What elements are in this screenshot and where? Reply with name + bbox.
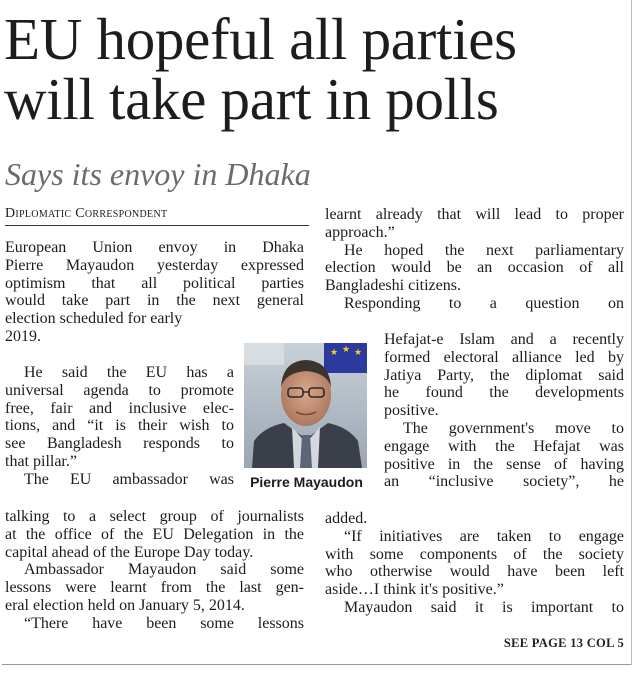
- text-line: would take part in the next general: [5, 292, 304, 310]
- text-line: Ambassador Mayaudon said some: [24, 561, 304, 579]
- bottom-divider: [2, 664, 632, 665]
- headline-line-1: EU hopeful all parties: [4, 6, 517, 72]
- text-line: Pierre Mayaudon yesterday expressed: [5, 256, 304, 274]
- subheadline: Says its envoy in Dhaka: [5, 156, 311, 192]
- text-line: see Bangladesh responds to: [5, 435, 234, 453]
- text-line: learnt already that will lead to proper: [325, 206, 624, 223]
- continuation-link[interactable]: SEE PAGE 13 COL 5: [503, 636, 624, 650]
- text-line: optimism that all political parties: [5, 274, 304, 292]
- portrait-image: [244, 343, 367, 468]
- svg-text:★: ★: [330, 348, 339, 358]
- text-line: The EU ambassador was: [24, 470, 234, 488]
- text-line: “There have been some lessons: [24, 614, 304, 632]
- text-line: election would be an occasion of all: [325, 259, 624, 277]
- text-line: He hoped the next parliamentary: [344, 241, 624, 259]
- text-line: Jatiya Party, the diplomat said: [384, 366, 624, 384]
- text-line: added.: [325, 510, 368, 527]
- text-line: with some components of the society: [325, 545, 624, 563]
- text-line: talking to a select group of journalists: [5, 508, 304, 525]
- byline: Diplomatic Correspondent: [5, 206, 309, 226]
- headline-line-2: will take part in polls: [4, 66, 499, 132]
- col1-bottom-text: [5, 508, 304, 633]
- text-line: capital ahead of the Europe Day today.: [5, 543, 254, 561]
- text-line: that pillar.”: [5, 452, 77, 470]
- envoy-photo: [244, 343, 367, 468]
- col2-wrap-text: [384, 331, 624, 491]
- text-line: formed electoral alliance led by: [384, 348, 624, 366]
- col1-top-text: [5, 239, 304, 346]
- text-line: universal agenda to promote: [5, 381, 234, 399]
- col2-bottom-text: [325, 510, 624, 617]
- text-line: who otherwise would have been left: [325, 563, 624, 581]
- right-divider: [631, 0, 632, 665]
- text-line: engage with the Hefajat was: [384, 437, 624, 455]
- col2-top-text: [325, 206, 624, 313]
- text-line: Mayaudon said it is important to: [344, 598, 624, 616]
- text-line: positive.: [384, 402, 439, 420]
- text-line: The government's move to: [403, 419, 624, 437]
- text-line: tions, and “it is their wish to: [5, 417, 234, 435]
- svg-text:★: ★: [342, 345, 351, 355]
- text-line: Hefajat-e Islam and a recently: [384, 331, 624, 348]
- text-line: aside…I think it's positive.”: [325, 581, 504, 599]
- text-line: 2019.: [5, 327, 41, 345]
- text-line: at the office of the EU Delegation in the: [5, 525, 304, 543]
- text-line: “If initiatives are taken to engage: [344, 527, 624, 545]
- text-line: election scheduled for early: [5, 310, 183, 328]
- text-line: he found the developments: [384, 384, 624, 402]
- svg-text:★: ★: [354, 348, 363, 358]
- headline: [4, 8, 630, 130]
- text-line: free, fair and inclusive elec-: [5, 399, 234, 417]
- photo-caption: Pierre Mayaudon: [250, 474, 363, 490]
- text-line: positive in the sense of having: [384, 455, 624, 473]
- text-line: eral election held on January 5, 2014.: [5, 596, 245, 614]
- text-line: Bangladeshi citizens.: [325, 277, 461, 295]
- text-line: European Union envoy in Dhaka: [5, 239, 304, 256]
- text-line: He said the EU has a: [24, 364, 234, 381]
- text-line: Responding to a question on: [344, 294, 624, 312]
- text-line: approach.”: [325, 223, 395, 241]
- col1-wrap-text: [5, 364, 234, 489]
- text-line: an “inclusive society”, he: [384, 473, 624, 491]
- text-line: lessons were learnt from the last gen-: [5, 579, 304, 597]
